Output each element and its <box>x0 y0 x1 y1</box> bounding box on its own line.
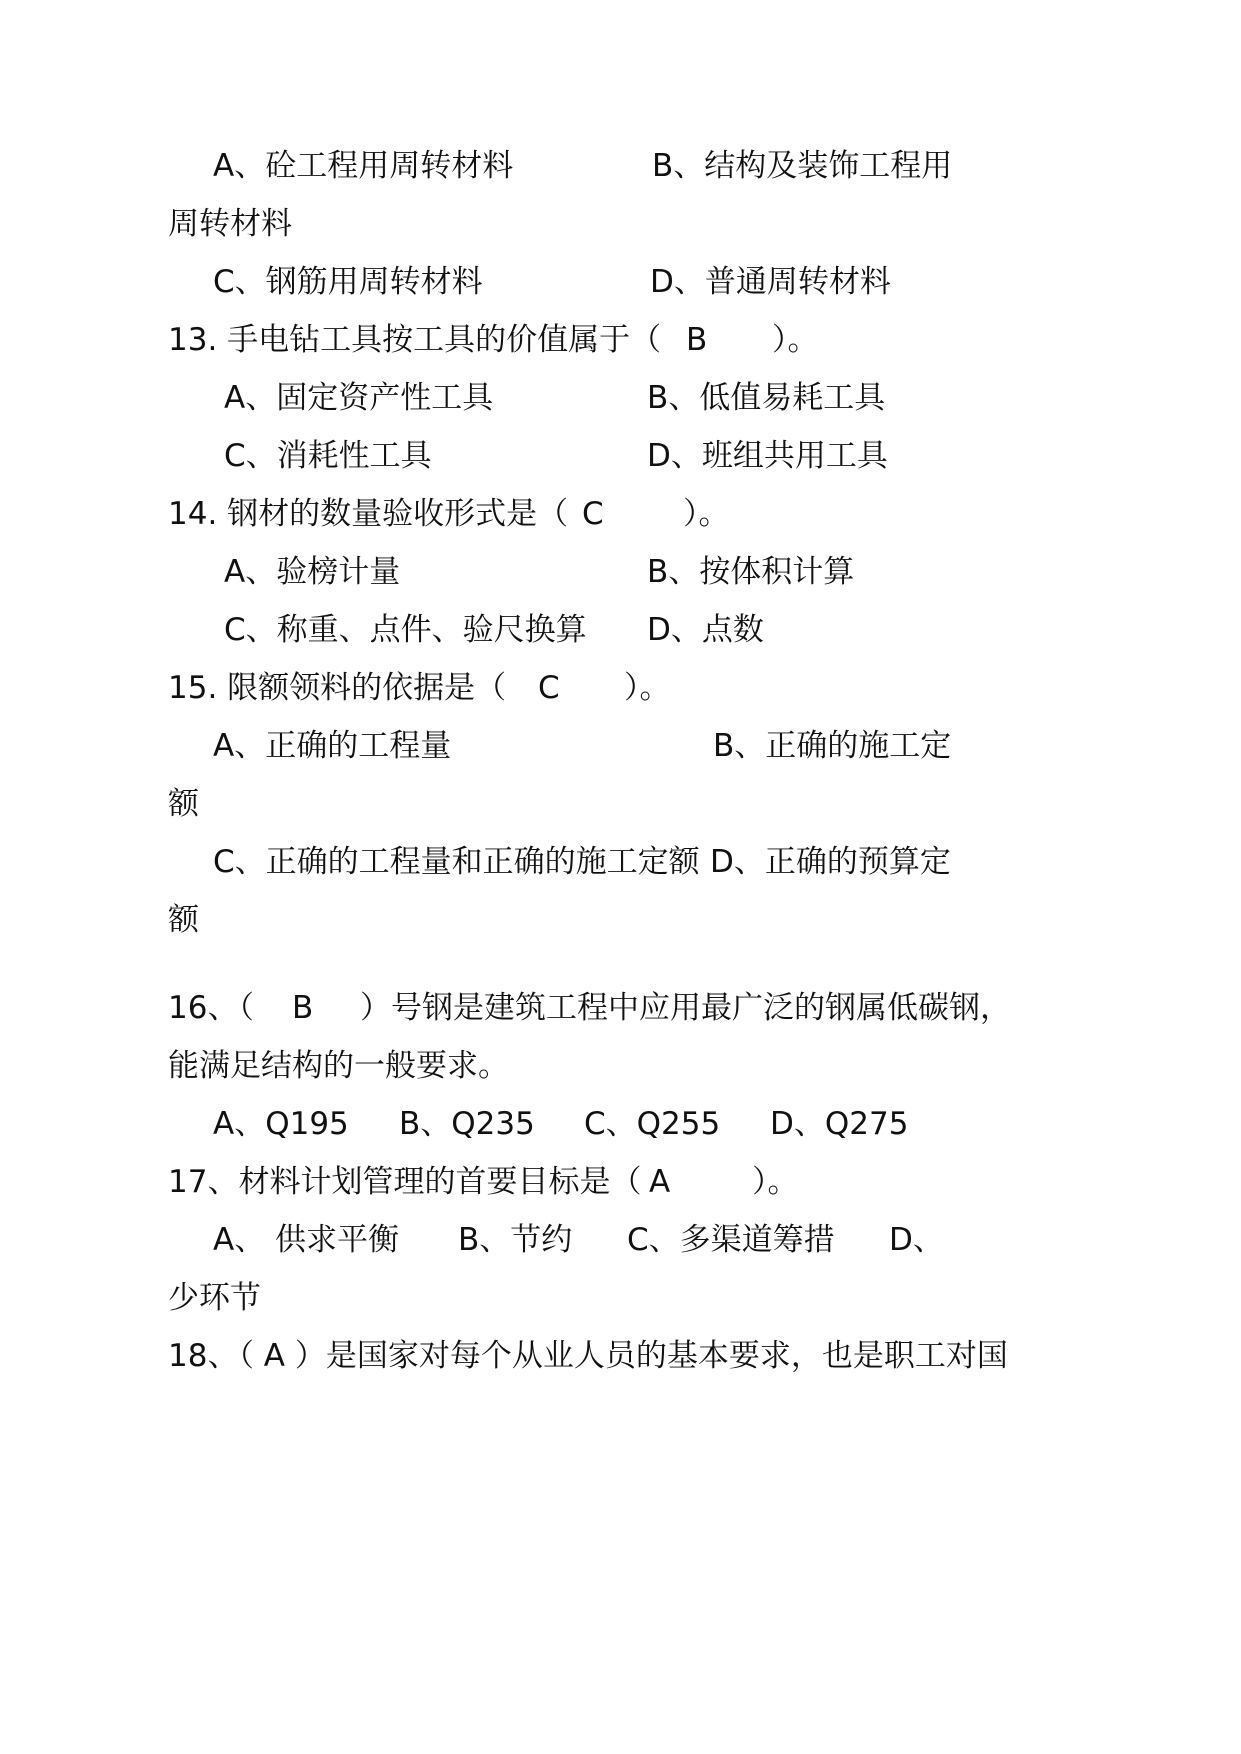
q13-answer: B <box>686 322 708 358</box>
q17-option-b: B、节约 <box>458 1222 573 1258</box>
q12-option-b: B、结构及装饰工程用 <box>652 148 953 184</box>
q16-option-a: A、Q195 <box>213 1106 349 1142</box>
q16-stem: ）号钢是建筑工程中应用最广泛的钢属低碳钢， <box>360 990 1011 1026</box>
q15-option-b: B、正确的施工定 <box>713 728 952 764</box>
q12-option-d: D、普通周转材料 <box>650 264 891 300</box>
q16-answer: B <box>292 990 314 1026</box>
q17-option-a: A、 供求平衡 <box>213 1222 400 1258</box>
q16-option-d: D、Q275 <box>770 1106 909 1142</box>
q14-option-b: B、按体积计算 <box>647 554 855 590</box>
q16-open: 16、（ <box>168 990 254 1026</box>
q15-close: ）。 <box>624 670 671 706</box>
q15-answer: C <box>538 670 560 706</box>
q15-option-d: D、正确的预算定 <box>710 844 951 880</box>
q17-option-c: C、多渠道筹措 <box>627 1222 835 1258</box>
q17-answer: A <box>649 1164 671 1200</box>
q12-option-a: A、砼工程用周转材料 <box>213 148 514 184</box>
q13-option-c: C、消耗性工具 <box>224 438 432 474</box>
q18-stem: 18、（ A ）是国家对每个从业人员的基本要求，也是职工对国 <box>168 1338 1008 1374</box>
q12-option-c: C、钢筋用周转材料 <box>213 264 483 300</box>
q13-stem: 13. 手电钻工具按工具的价值属于（ <box>168 322 662 358</box>
q15-option-b-continued: 额 <box>168 786 199 822</box>
q12-option-b-continued: 周转材料 <box>168 206 292 242</box>
q17-option-d: D、 <box>889 1222 944 1258</box>
q15-stem: 15. 限额领料的依据是（ <box>168 670 507 706</box>
q17-option-d-continued: 少环节 <box>168 1280 261 1316</box>
q16-stem-continued: 能满足结构的一般要求。 <box>168 1048 509 1084</box>
q14-option-a: A、验榜计量 <box>224 554 401 590</box>
q17-stem: 17、材料计划管理的首要目标是（ <box>168 1164 642 1200</box>
q15-option-d-continued: 额 <box>168 902 199 938</box>
q16-option-b: B、Q235 <box>399 1106 535 1142</box>
q13-close: ）。 <box>772 322 819 358</box>
q15-option-c: C、正确的工程量和正确的施工定额 <box>213 844 700 880</box>
q16-option-c: C、Q255 <box>584 1106 721 1142</box>
q13-option-b: B、低值易耗工具 <box>647 380 886 416</box>
q14-answer: C <box>582 496 604 532</box>
q14-stem: 14. 钢材的数量验收形式是（ <box>168 496 569 532</box>
q14-option-d: D、点数 <box>647 612 764 648</box>
q15-option-a: A、正确的工程量 <box>213 728 452 764</box>
q17-close: ）。 <box>752 1164 799 1200</box>
q14-option-c: C、称重、点件、验尺换算 <box>224 612 587 648</box>
q13-option-a: A、固定资产性工具 <box>224 380 494 416</box>
q13-option-d: D、班组共用工具 <box>647 438 888 474</box>
q14-close: ）。 <box>683 496 730 532</box>
